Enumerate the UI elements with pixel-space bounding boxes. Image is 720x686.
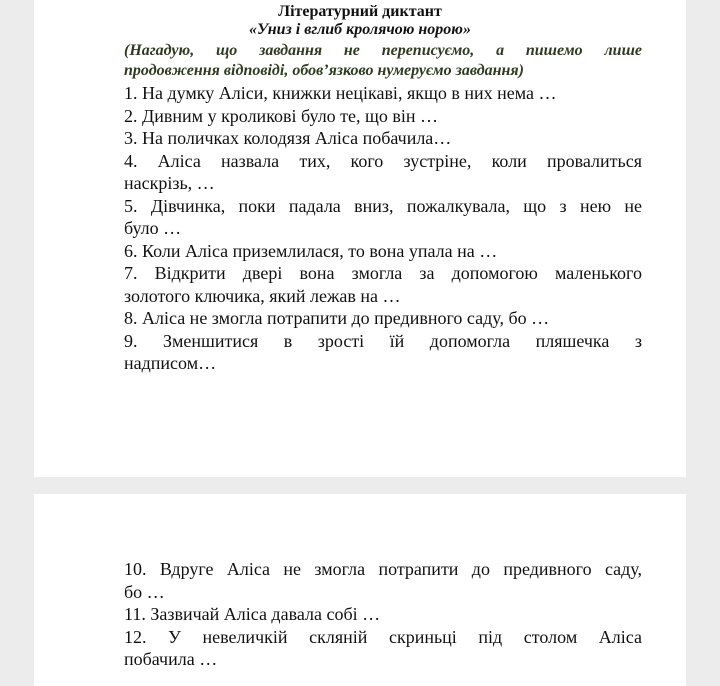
instruction-note-line: (Нагадую, що завдання не переписуємо, а пишемо лише [124, 42, 642, 59]
task-item-2 [124, 105, 642, 128]
task-line: було … [124, 218, 182, 238]
task-line: 8. Аліса не змогла потрапити до предивного саду, бо … [124, 308, 550, 328]
task-item-8 [124, 307, 642, 330]
task-line: 6. Коли Аліса приземлилася, то вона упала на … [124, 240, 498, 261]
task-line: 9. Зменшитися в зрості їй допомогла пляшечка з [124, 330, 642, 351]
task-item-1 [124, 82, 642, 105]
document-title: Літературний диктант [278, 3, 442, 20]
task-line: 3. На поличках колодязя Аліса побачила… [124, 128, 452, 148]
task-item-7 [124, 262, 642, 307]
task-line: 7. Відкрити двері вона змогла за допомогою маленького [124, 263, 642, 283]
task-line: побачила … [124, 649, 218, 669]
task-line: надписом… [124, 353, 217, 373]
task-item-11 [124, 603, 642, 626]
task-line: 10. Вдруге Аліса не змогла потрапити до предивного саду, [124, 559, 642, 579]
task-list [124, 558, 642, 671]
task-line: 11. Зазвичай Аліса давала собі … [124, 604, 381, 624]
task-list [124, 82, 642, 375]
document-page-1 [34, 0, 686, 477]
task-line: 5. Дівчинка, поки падала вниз, пожалкувала, що з нею не [124, 195, 642, 216]
task-item-10 [124, 558, 642, 603]
task-line: 2. Дивним у кроликові було те, що він … [124, 105, 439, 126]
task-line: 1. На думку Аліси, книжки нецікаві, якщо в них нема … [124, 83, 557, 103]
task-line: наскрізь, … [124, 173, 215, 193]
document-page-2 [34, 494, 686, 686]
task-item-9 [124, 330, 642, 375]
document-subtitle: «Униз і вглиб кролячою норою» [249, 21, 471, 38]
task-item-5 [124, 195, 642, 240]
instruction-note-line: продовження відповіді, обов’язково нумеруємо завдання) [124, 62, 524, 79]
task-item-3 [124, 127, 642, 150]
task-line: бо … [124, 581, 165, 602]
task-line: 4. Аліса назвала тих, кого зустріне, коли провалиться [124, 150, 642, 171]
instruction-note [124, 41, 642, 81]
task-item-4 [124, 150, 642, 195]
task-line: 12. У невеличкій скляній скриньці під столом Аліса [124, 626, 642, 647]
task-line: золотого ключика, який лежав на … [124, 285, 401, 306]
task-item-6 [124, 240, 642, 263]
task-item-12 [124, 626, 642, 671]
